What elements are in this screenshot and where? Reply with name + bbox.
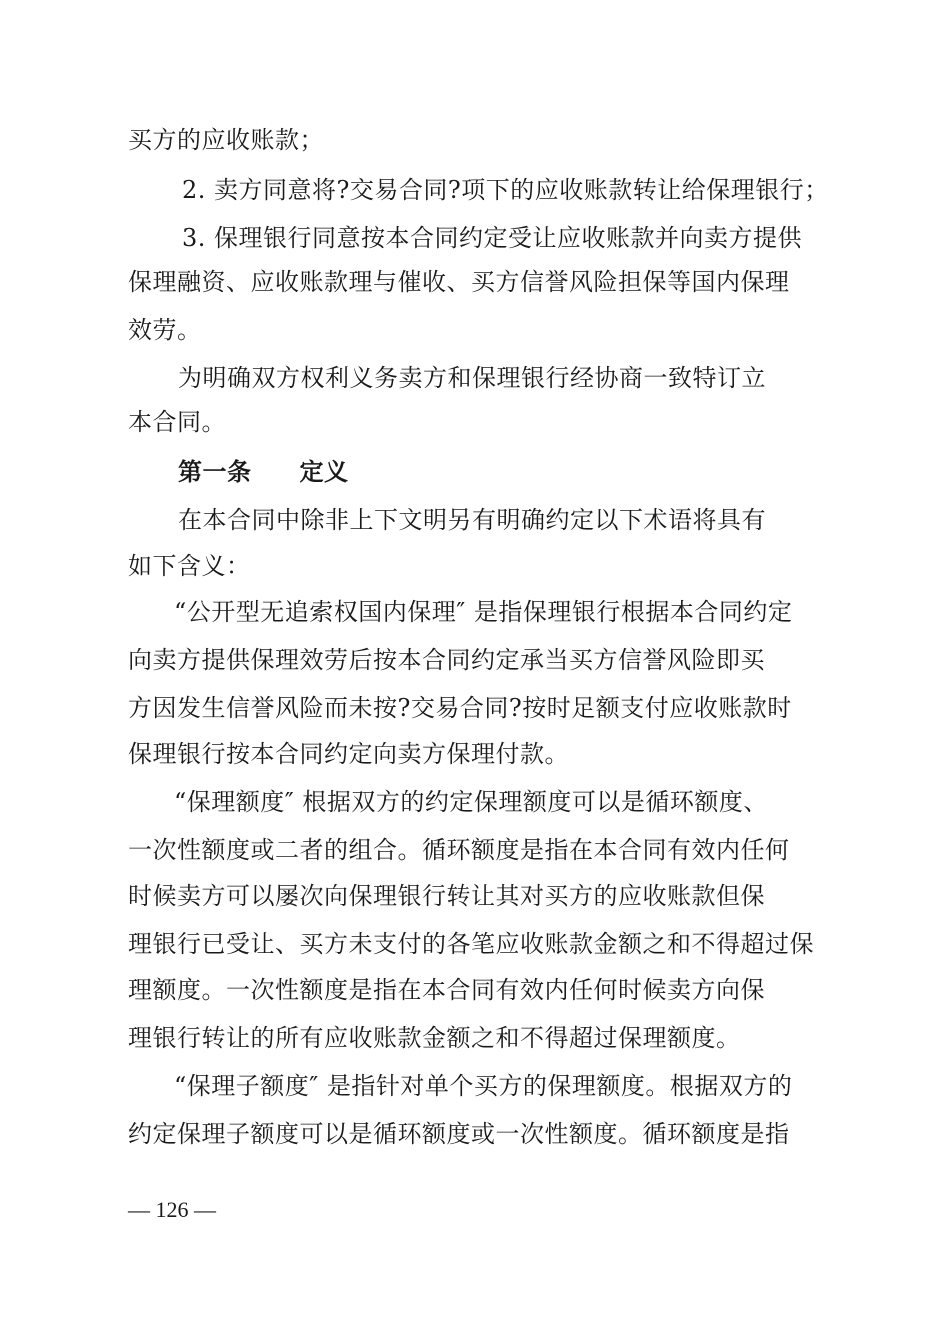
text-line: 理银行已受让、买方未支付的各笔应收账款金额之和不得超过保 bbox=[128, 930, 814, 958]
text-line: 理银行转让的所有应收账款金额之和不得超过保理额度。 bbox=[128, 1024, 741, 1052]
text-line: 如下含义： bbox=[128, 552, 251, 580]
text-line: 保理银行按本合同约定向卖方保理付款。 bbox=[128, 740, 569, 768]
text-line: 效劳。 bbox=[128, 316, 202, 344]
text-line: 理额度。一次性额度是指在本合同有效内任何时候卖方向保 bbox=[128, 976, 765, 1004]
page-number: — 126 — bbox=[128, 1197, 216, 1222]
paragraph-start: 在本合同中除非上下文明另有明确约定以下术语将具有 bbox=[178, 506, 766, 534]
article-title: 定义 bbox=[299, 458, 349, 486]
text-line: 本合同。 bbox=[128, 408, 226, 436]
article-heading bbox=[178, 456, 349, 488]
paragraph-start: “保理子额度″ 是指针对单个买方的保理额度。根据双方的 bbox=[174, 1072, 793, 1100]
text-line: 时候卖方可以屡次向保理银行转让其对买方的应收账款但保 bbox=[128, 882, 765, 910]
list-item-3: 3. 保理银行同意按本合同约定受让应收账款并向卖方提供 bbox=[182, 224, 803, 252]
paragraph-start: “保理额度″ 根据双方的约定保理额度可以是循环额度、 bbox=[174, 788, 768, 816]
text-line: 买方的应收账款； bbox=[128, 126, 324, 154]
text-line: 约定保理子额度可以是循环额度或一次性额度。循环额度是指 bbox=[128, 1120, 790, 1148]
paragraph-start: “公开型无追索权国内保理″ 是指保理银行根据本合同约定 bbox=[174, 598, 793, 626]
list-item-2: 2. 卖方同意将?交易合同?项下的应收账款转让给保理银行； bbox=[182, 176, 829, 204]
article-number: 第一条 bbox=[178, 458, 252, 486]
text-line: 一次性额度或二者的组合。循环额度是指在本合同有效内任何 bbox=[128, 836, 790, 864]
text-line: 向卖方提供保理效劳后按本合同约定承当买方信誉风险即买 bbox=[128, 646, 765, 674]
text-line: 保理融资、应收账款理与催收、买方信誉风险担保等国内保理 bbox=[128, 268, 790, 296]
paragraph-start: 为明确双方权利义务卖方和保理银行经协商一致特订立 bbox=[178, 364, 766, 392]
text-line: 方因发生信誉风险而未按?交易合同?按时足额支付应收账款时 bbox=[128, 694, 792, 722]
